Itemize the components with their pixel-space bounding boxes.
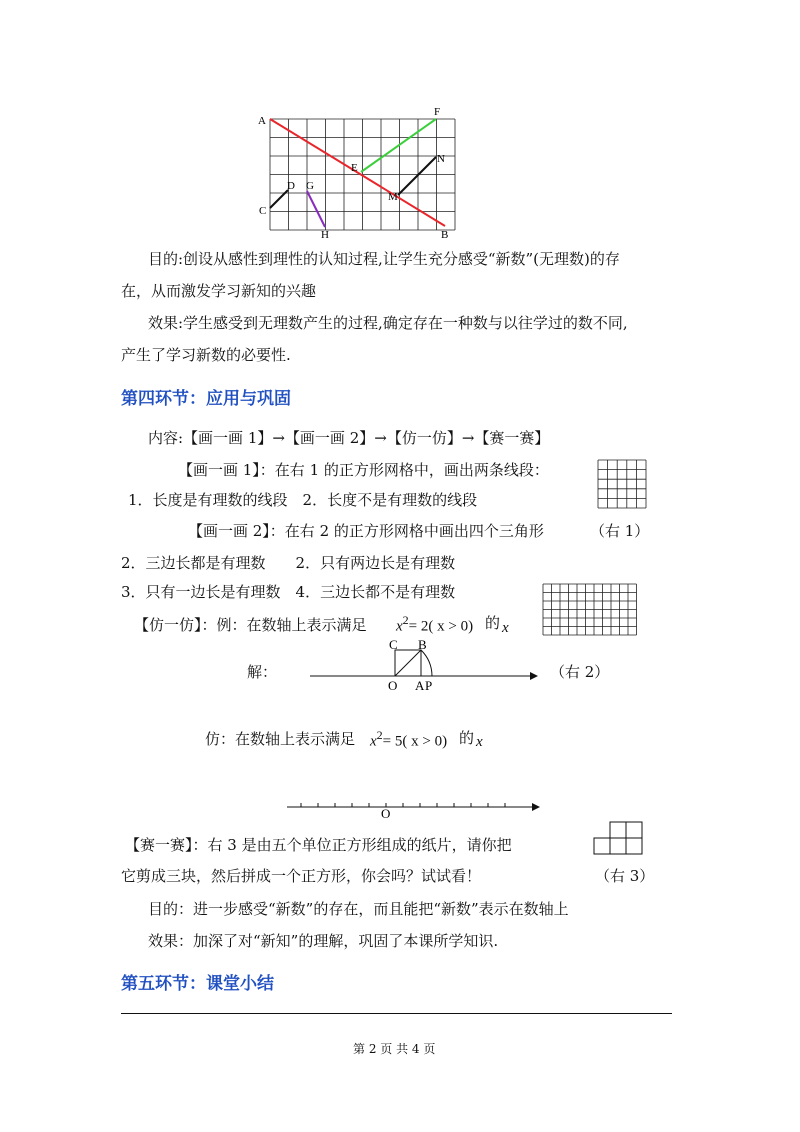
label-f: F	[434, 106, 441, 118]
figure-caption-right-2: （右 2）	[550, 663, 610, 681]
compete-task-line-1: 【赛一赛】：右 3 是由五个单位正方形组成的纸片，请你把	[125, 836, 512, 854]
equation-2-x: x	[476, 734, 483, 750]
purpose-paragraph-2: 目的：进一步感受“新数”的存在，而且能把“新数”表示在数轴上	[148, 900, 569, 918]
figure-caption-right-1: （右 1）	[590, 522, 650, 540]
purpose-paragraph-1-line-2: 在，从而激发学习新知的兴趣	[121, 282, 317, 300]
draw-task-1-items: 1．长度是有理数的线段 2．长度不是有理数的线段	[128, 491, 478, 509]
draw-task-2-items-a: 2．三边长都是有理数 2．只有两边长是有理数	[121, 554, 456, 572]
page-footer: 第 2 页 共 4 页	[353, 1042, 436, 1056]
imitate-exercise-prefix: 仿：在数轴上表示满足	[205, 730, 356, 748]
label-b: B	[441, 229, 449, 241]
section-heading-4: 第四环节：应用与巩固	[121, 389, 291, 409]
label-g: G	[306, 180, 314, 192]
label-h: H	[321, 229, 329, 241]
label-d: D	[287, 180, 295, 192]
axis1-label-p: P	[425, 678, 433, 693]
effect-paragraph-2: 效果：加深了对“新知”的理解，巩固了本课所学知识.	[148, 932, 499, 950]
equation-1-x: x	[502, 620, 509, 636]
purpose-paragraph-1-line-1: 目的:创设从感性到理性的认知过程,让学生充分感受“新数”(无理数)的存	[148, 250, 620, 268]
footer-rule	[121, 1013, 672, 1014]
equation-1-suffix: 的	[485, 614, 501, 632]
section-heading-5: 第五环节：课堂小结	[121, 974, 274, 994]
axis1-label-c: C	[389, 637, 398, 652]
draw-task-1: 【画一画 1】：在右 1 的正方形网格中，画出两条线段：	[178, 461, 549, 479]
axis1-label-o: O	[388, 678, 398, 693]
figure-caption-right-3: （右 3）	[595, 867, 655, 885]
imitate-example-prefix: 【仿一仿】：例：在数轴上表示满足	[134, 616, 367, 634]
equation-2-rhs: = 5( x > 0)	[382, 733, 448, 750]
label-c: C	[259, 205, 267, 217]
equation-1-exponent: 2	[402, 613, 409, 627]
label-m: M	[388, 191, 398, 203]
label-n: N	[437, 153, 445, 165]
content-sequence: 内容:【画一画 1】→【画一画 2】→【仿一仿】→【赛一赛】	[148, 429, 550, 447]
effect-paragraph-1-line-2: 产生了学习新数的必要性.	[121, 346, 291, 364]
axis1-label-b: B	[418, 637, 427, 652]
equation-1-var: x	[396, 618, 403, 635]
equation-2-var: x	[370, 733, 377, 750]
label-e: E	[351, 162, 358, 174]
effect-paragraph-1-line-1: 效果:学生感受到无理数产生的过程,确定存在一种数与以往学过的数不同,	[148, 314, 628, 332]
draw-task-2-items-b: 3．只有一边长是有理数 4．三边长都不是有理数	[121, 583, 456, 601]
solution-label: 解：	[247, 663, 278, 681]
draw-task-2: 【画一画 2】：在右 2 的正方形网格中画出四个三角形	[188, 522, 544, 540]
equation-1-rhs: = 2( x > 0)	[408, 618, 474, 635]
equation-2-exponent: 2	[376, 728, 383, 742]
axis1-label-a: A	[415, 678, 425, 693]
compete-task-line-2: 它剪成三块，然后拼成一个正方形，你会吗？试试看！	[121, 867, 482, 885]
equation-2-suffix: 的	[459, 729, 475, 747]
label-a: A	[258, 115, 266, 127]
axis2-label-o: O	[381, 806, 391, 821]
